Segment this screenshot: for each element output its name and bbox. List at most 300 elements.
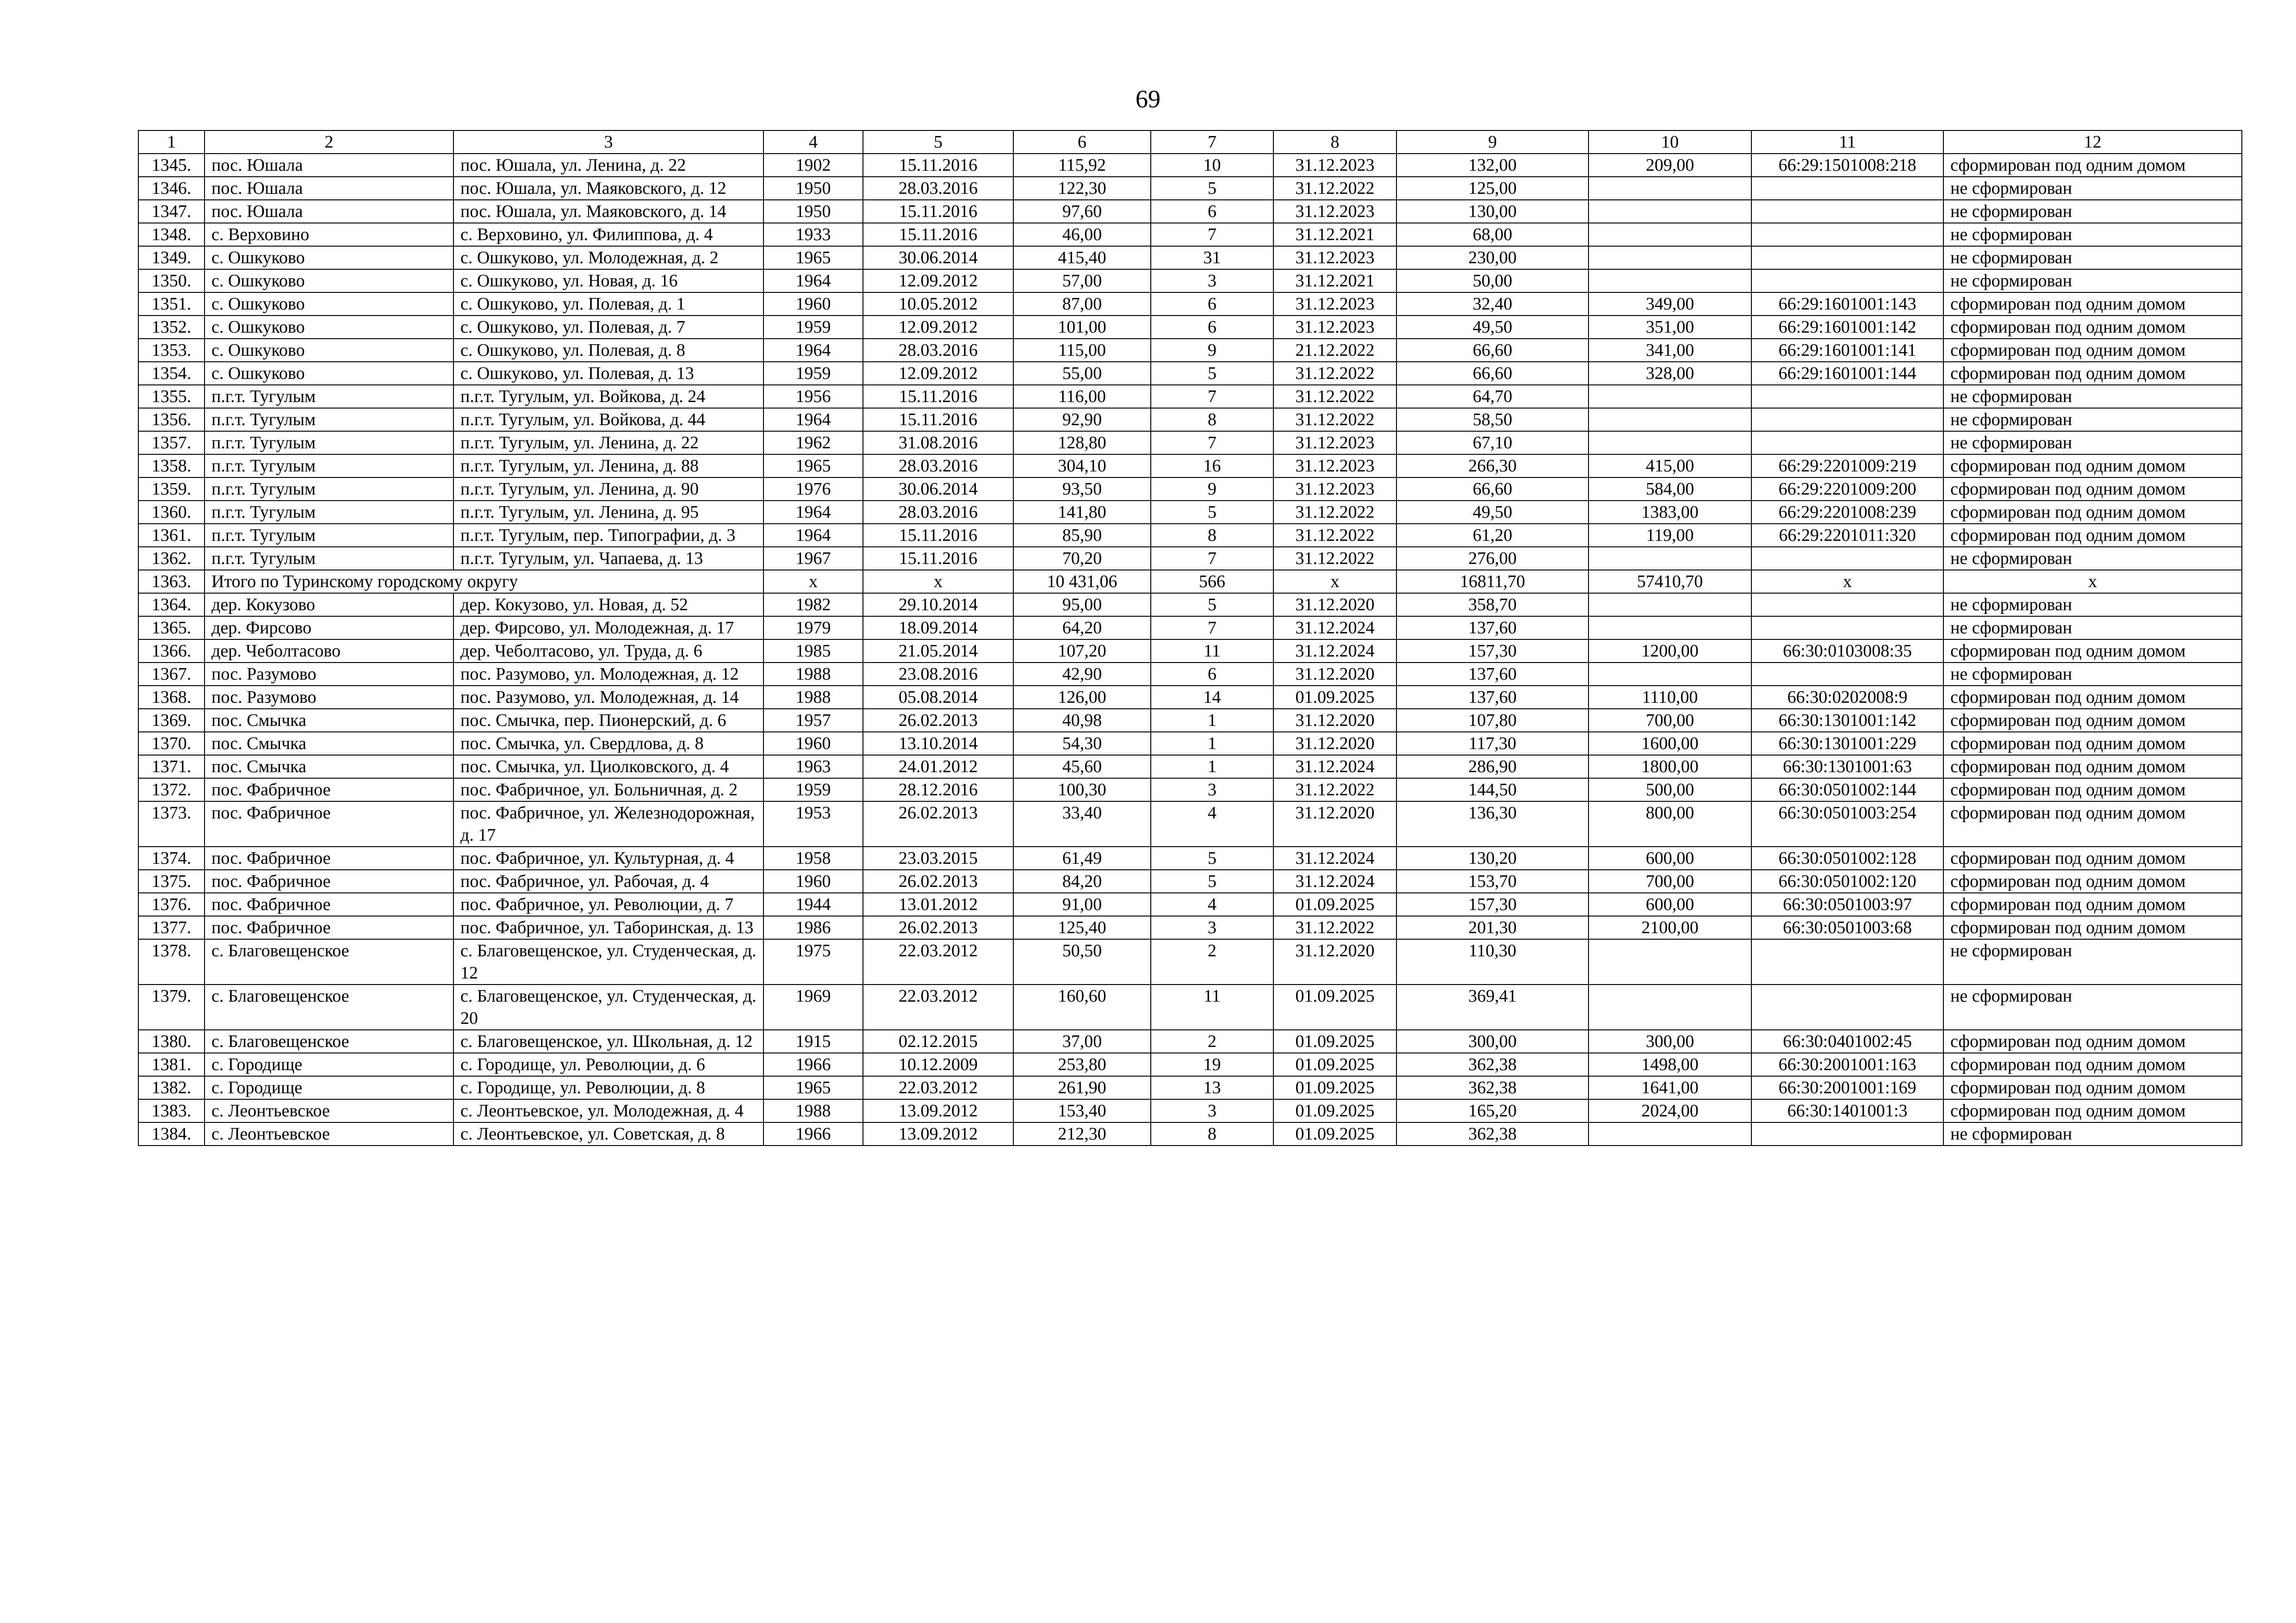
table-cell: 92,90: [1013, 408, 1151, 431]
table-cell: 137,60: [1396, 663, 1589, 686]
table-cell: 26.02.2013: [863, 709, 1013, 732]
table-cell: 19: [1151, 1053, 1273, 1076]
table-row: [138, 477, 2242, 501]
table-cell: пос. Фабричное, ул. Рабочая, д. 4: [453, 870, 763, 893]
table-cell: сформирован под одним домом: [1943, 639, 2242, 663]
table-row: [138, 339, 2242, 362]
table-cell: 1200,00: [1589, 639, 1751, 663]
table-cell: 49,50: [1396, 501, 1589, 524]
table-cell: [1751, 431, 1943, 454]
table-cell: пос. Фабричное, ул. Больничная, д. 2: [453, 778, 763, 801]
table-cell: [1589, 200, 1751, 223]
column-header: 9: [1396, 130, 1589, 154]
table-cell: не сформирован: [1943, 385, 2242, 408]
table-cell: 5: [1151, 870, 1273, 893]
table-cell: 209,00: [1589, 154, 1751, 177]
table-cell: 22.03.2012: [863, 985, 1013, 1030]
table-cell: 130,20: [1396, 847, 1589, 870]
table-cell: 6: [1151, 316, 1273, 339]
table-cell: не сформирован: [1943, 269, 2242, 292]
table-cell: пос. Юшала, ул. Маяковского, д. 14: [453, 200, 763, 223]
table-cell: [1589, 246, 1751, 269]
table-row: [138, 616, 2242, 639]
table-cell: 1950: [763, 200, 863, 223]
table-cell: 31.12.2023: [1273, 200, 1396, 223]
table-row: [138, 778, 2242, 801]
table-cell: 6: [1151, 292, 1273, 316]
table-cell: 1902: [763, 154, 863, 177]
table-cell: дер. Фирсово: [205, 616, 453, 639]
table-cell: с. Ошкуково: [205, 292, 453, 316]
table-cell: 1964: [763, 524, 863, 547]
table-cell: 2100,00: [1589, 916, 1751, 939]
column-header: 5: [863, 130, 1013, 154]
table-cell: 1933: [763, 223, 863, 246]
table-cell: 584,00: [1589, 477, 1751, 501]
table-cell: 13.09.2012: [863, 1122, 1013, 1146]
table-cell: 66:30:2001001:169: [1751, 1076, 1943, 1099]
table-row: [138, 154, 2242, 177]
table-cell: [1589, 939, 1751, 985]
table-cell: 1378.: [138, 939, 205, 985]
table-cell: 66:29:1501008:218: [1751, 154, 1943, 177]
table-cell: с. Ошкуково: [205, 316, 453, 339]
table-cell: 1374.: [138, 847, 205, 870]
table-cell: 230,00: [1396, 246, 1589, 269]
table-cell: пос. Смычка, ул. Свердлова, д. 8: [453, 732, 763, 755]
table-cell: 84,20: [1013, 870, 1151, 893]
table-cell: 7: [1151, 223, 1273, 246]
table-cell: 28.03.2016: [863, 501, 1013, 524]
table-cell: сформирован под одним домом: [1943, 732, 2242, 755]
table-cell: 01.09.2025: [1273, 1122, 1396, 1146]
table-cell: пос. Фабричное: [205, 916, 453, 939]
table-cell: х: [863, 570, 1013, 593]
table-cell: сформирован под одним домом: [1943, 801, 2242, 847]
table-cell: 01.09.2025: [1273, 1053, 1396, 1076]
table-cell: 1379.: [138, 985, 205, 1030]
table-cell: 01.09.2025: [1273, 686, 1396, 709]
table-cell: пос. Фабричное, ул. Железнодорожная, д. 17: [453, 801, 763, 847]
table-cell: 9: [1151, 477, 1273, 501]
table-cell: 362,38: [1396, 1053, 1589, 1076]
table-cell: 328,00: [1589, 362, 1751, 385]
table-cell: 21.12.2022: [1273, 339, 1396, 362]
table-cell: сформирован под одним домом: [1943, 1099, 2242, 1122]
column-header: 3: [453, 130, 763, 154]
table-cell: пос. Разумово, ул. Молодежная, д. 14: [453, 686, 763, 709]
column-number-header-row: [138, 130, 2242, 154]
table-cell: 1944: [763, 893, 863, 916]
table-cell: [1751, 246, 1943, 269]
table-cell: 1355.: [138, 385, 205, 408]
table-cell: 31.12.2024: [1273, 847, 1396, 870]
table-cell: 1345.: [138, 154, 205, 177]
table-row: [138, 663, 2242, 686]
table-cell: 31.12.2022: [1273, 408, 1396, 431]
table-cell: 70,20: [1013, 547, 1151, 570]
table-cell: 9: [1151, 339, 1273, 362]
table-cell: 11: [1151, 639, 1273, 663]
table-cell: 1957: [763, 709, 863, 732]
table-cell: 2024,00: [1589, 1099, 1751, 1122]
table-row: [138, 847, 2242, 870]
table-body: [138, 154, 2242, 1146]
table-cell: 1384.: [138, 1122, 205, 1146]
table-cell: сформирован под одним домом: [1943, 292, 2242, 316]
table-cell: пос. Фабричное: [205, 847, 453, 870]
table-cell: 566: [1151, 570, 1273, 593]
table-cell: 1960: [763, 292, 863, 316]
table-cell: 1110,00: [1589, 686, 1751, 709]
table-cell: не сформирован: [1943, 593, 2242, 616]
table-cell: 1969: [763, 985, 863, 1030]
table-cell: 67,10: [1396, 431, 1589, 454]
table-cell: 66:29:2201011:320: [1751, 524, 1943, 547]
table-cell: п.г.т. Тугулым: [205, 454, 453, 477]
table-row: [138, 269, 2242, 292]
table-cell: 10: [1151, 154, 1273, 177]
table-row: [138, 524, 2242, 547]
table-cell: не сформирован: [1943, 246, 2242, 269]
table-cell: [1589, 616, 1751, 639]
table-cell: с. Ошкуково: [205, 246, 453, 269]
table-cell: пос. Смычка: [205, 732, 453, 755]
table-cell: 1915: [763, 1030, 863, 1053]
table-cell: сформирован под одним домом: [1943, 870, 2242, 893]
table-cell: пос. Смычка: [205, 755, 453, 778]
table-cell: 132,00: [1396, 154, 1589, 177]
table-cell: [1751, 408, 1943, 431]
table-cell: п.г.т. Тугулым, ул. Войкова, д. 44: [453, 408, 763, 431]
table-cell: 01.09.2025: [1273, 1030, 1396, 1053]
table-cell: 115,00: [1013, 339, 1151, 362]
table-cell: с. Благовещенское: [205, 1030, 453, 1053]
table-cell: 02.12.2015: [863, 1030, 1013, 1053]
table-cell: 23.03.2015: [863, 847, 1013, 870]
table-cell: 1988: [763, 663, 863, 686]
table-cell: 349,00: [1589, 292, 1751, 316]
table-cell: 55,00: [1013, 362, 1151, 385]
table-cell: п.г.т. Тугулым: [205, 408, 453, 431]
table-cell: с. Городище, ул. Революции, д. 8: [453, 1076, 763, 1099]
table-cell: 1364.: [138, 593, 205, 616]
table-cell: [1589, 593, 1751, 616]
table-cell: 16811,70: [1396, 570, 1589, 593]
table-cell: 1361.: [138, 524, 205, 547]
table-cell: 100,30: [1013, 778, 1151, 801]
table-cell: 119,00: [1589, 524, 1751, 547]
table-cell: 6: [1151, 663, 1273, 686]
table-cell: пос. Фабричное, ул. Культурная, д. 4: [453, 847, 763, 870]
table-cell: 66:30:0501002:144: [1751, 778, 1943, 801]
table-cell: [1589, 269, 1751, 292]
table-cell: 300,00: [1396, 1030, 1589, 1053]
table-row: [138, 709, 2242, 732]
table-cell: п.г.т. Тугулым, ул. Войкова, д. 24: [453, 385, 763, 408]
table-cell: 1: [1151, 755, 1273, 778]
table-cell: сформирован под одним домом: [1943, 755, 2242, 778]
table-cell: [1751, 177, 1943, 200]
table-cell: 66:30:0401002:45: [1751, 1030, 1943, 1053]
table-cell: п.г.т. Тугулым, пер. Типографии, д. 3: [453, 524, 763, 547]
table-cell: сформирован под одним домом: [1943, 316, 2242, 339]
table-cell: 1377.: [138, 916, 205, 939]
table-cell: 1985: [763, 639, 863, 663]
table-cell: с. Ошкуково, ул. Полевая, д. 8: [453, 339, 763, 362]
table-cell: 1959: [763, 362, 863, 385]
table-cell: 128,80: [1013, 431, 1151, 454]
table-cell: с. Ошкуково, ул. Молодежная, д. 2: [453, 246, 763, 269]
table-cell: с. Леонтьевское, ул. Молодежная, д. 4: [453, 1099, 763, 1122]
table-cell: пос. Юшала, ул. Маяковского, д. 12: [453, 177, 763, 200]
table-cell: 115,92: [1013, 154, 1151, 177]
table-cell: 15.11.2016: [863, 524, 1013, 547]
table-cell: 15.11.2016: [863, 547, 1013, 570]
table-cell: 1366.: [138, 639, 205, 663]
table-cell: 31.12.2023: [1273, 292, 1396, 316]
table-cell: не сформирован: [1943, 663, 2242, 686]
table-cell: пос. Фабричное: [205, 893, 453, 916]
table-cell: 12.09.2012: [863, 316, 1013, 339]
table-cell: пос. Смычка, ул. Циолковского, д. 4: [453, 755, 763, 778]
table-cell: дер. Чеболтасово, ул. Труда, д. 6: [453, 639, 763, 663]
table-cell: [1589, 177, 1751, 200]
table-cell: пос. Юшала: [205, 154, 453, 177]
table-cell: 66:29:1601001:141: [1751, 339, 1943, 362]
table-cell: 6: [1151, 200, 1273, 223]
table-row: [138, 593, 2242, 616]
table-cell: 1371.: [138, 755, 205, 778]
table-cell: 31.12.2020: [1273, 709, 1396, 732]
table-cell: 160,60: [1013, 985, 1151, 1030]
table-cell: 8: [1151, 1122, 1273, 1146]
table-cell: с. Благовещенское, ул. Школьная, д. 12: [453, 1030, 763, 1053]
table-cell: 66:30:1401001:3: [1751, 1099, 1943, 1122]
table-cell: 116,00: [1013, 385, 1151, 408]
table-cell: 1962: [763, 431, 863, 454]
table-cell: 1369.: [138, 709, 205, 732]
table-cell: с. Ошкуково: [205, 362, 453, 385]
table-cell: 1: [1151, 732, 1273, 755]
table-row: [138, 362, 2242, 385]
table-cell: [1751, 616, 1943, 639]
table-cell: 125,00: [1396, 177, 1589, 200]
table-cell: 66:29:2201009:200: [1751, 477, 1943, 501]
table-cell: сформирован под одним домом: [1943, 893, 2242, 916]
table-cell: 97,60: [1013, 200, 1151, 223]
table-cell: 1382.: [138, 1076, 205, 1099]
table-cell: п.г.т. Тугулым, ул. Ленина, д. 88: [453, 454, 763, 477]
table-cell: дер. Кокузово, ул. Новая, д. 52: [453, 593, 763, 616]
table-cell: 28.03.2016: [863, 177, 1013, 200]
table-cell: х: [763, 570, 863, 593]
table-cell: с. Благовещенское: [205, 939, 453, 985]
table-cell: пос. Смычка, пер. Пионерский, д. 6: [453, 709, 763, 732]
table-cell: 61,20: [1396, 524, 1589, 547]
table-cell: 26.02.2013: [863, 916, 1013, 939]
table-cell: 93,50: [1013, 477, 1151, 501]
table-cell: пос. Смычка: [205, 709, 453, 732]
table-cell: 1350.: [138, 269, 205, 292]
table-cell: 1959: [763, 316, 863, 339]
table-cell: 50,50: [1013, 939, 1151, 985]
table-cell: 10.12.2009: [863, 1053, 1013, 1076]
table-cell: 31.12.2023: [1273, 431, 1396, 454]
table-cell: пос. Фабричное: [205, 778, 453, 801]
table-cell: 24.01.2012: [863, 755, 1013, 778]
table-cell: п.г.т. Тугулым: [205, 501, 453, 524]
table-cell: 1: [1151, 709, 1273, 732]
table-row: [138, 547, 2242, 570]
column-header: 11: [1751, 130, 1943, 154]
table-cell: 1352.: [138, 316, 205, 339]
table-cell: 1358.: [138, 454, 205, 477]
table-cell: с. Городище: [205, 1053, 453, 1076]
table-cell: сформирован под одним домом: [1943, 686, 2242, 709]
table-row: [138, 454, 2242, 477]
table-row: [138, 1030, 2242, 1053]
table-cell: 85,90: [1013, 524, 1151, 547]
table-cell: 31.12.2024: [1273, 639, 1396, 663]
table-cell: 28.12.2016: [863, 778, 1013, 801]
table-cell: 1347.: [138, 200, 205, 223]
table-cell: 1988: [763, 1099, 863, 1122]
table-cell: 30.06.2014: [863, 477, 1013, 501]
table-cell: 126,00: [1013, 686, 1151, 709]
table-cell: 26.02.2013: [863, 801, 1013, 847]
column-header: 8: [1273, 130, 1396, 154]
table-cell: пос. Юшала: [205, 200, 453, 223]
table-cell: п.г.т. Тугулым: [205, 385, 453, 408]
table-cell: 1964: [763, 269, 863, 292]
table-cell: 137,60: [1396, 616, 1589, 639]
page-number: 69: [1136, 85, 1160, 113]
table-cell: 1359.: [138, 477, 205, 501]
table-cell: с. Благовещенское: [205, 985, 453, 1030]
table-cell: [1751, 593, 1943, 616]
table-cell: 1965: [763, 1076, 863, 1099]
table-cell: не сформирован: [1943, 616, 2242, 639]
table-cell: п.г.т. Тугулым: [205, 477, 453, 501]
table-cell: 1346.: [138, 177, 205, 200]
table-cell: 157,30: [1396, 639, 1589, 663]
table-cell: 01.09.2025: [1273, 985, 1396, 1030]
table-cell: 5: [1151, 362, 1273, 385]
table-cell: пос. Фабричное: [205, 801, 453, 847]
table-row: [138, 870, 2242, 893]
table-cell: 31.12.2022: [1273, 501, 1396, 524]
table-row: [138, 246, 2242, 269]
table-cell: с. Леонтьевское: [205, 1099, 453, 1122]
table-cell: 15.11.2016: [863, 223, 1013, 246]
table-cell: х: [1943, 570, 2242, 593]
table-cell: 253,80: [1013, 1053, 1151, 1076]
table-row: [138, 292, 2242, 316]
table-cell: сформирован под одним домом: [1943, 154, 2242, 177]
table-cell: 31.12.2022: [1273, 916, 1396, 939]
table-cell: 7: [1151, 431, 1273, 454]
table-cell: 31.12.2022: [1273, 778, 1396, 801]
column-header: 4: [763, 130, 863, 154]
table-cell: сформирован под одним домом: [1943, 501, 2242, 524]
table-cell: 4: [1151, 801, 1273, 847]
table-cell: 66:30:0202008:9: [1751, 686, 1943, 709]
table-cell: не сформирован: [1943, 200, 2242, 223]
table-cell: 95,00: [1013, 593, 1151, 616]
table-cell: 1975: [763, 939, 863, 985]
table-cell: 31.12.2022: [1273, 362, 1396, 385]
table-cell: 66:29:1601001:142: [1751, 316, 1943, 339]
table-cell: 26.02.2013: [863, 870, 1013, 893]
table-cell: с. Ошкуково, ул. Полевая, д. 7: [453, 316, 763, 339]
table-cell: 31.12.2021: [1273, 223, 1396, 246]
table-cell: 66:30:0501002:128: [1751, 847, 1943, 870]
table-cell: 362,38: [1396, 1076, 1589, 1099]
table-cell: 49,50: [1396, 316, 1589, 339]
table-cell: 45,60: [1013, 755, 1151, 778]
table-cell: пос. Фабричное, ул. Таборинская, д. 13: [453, 916, 763, 939]
table-cell: 32,40: [1396, 292, 1589, 316]
table-cell: 66:29:2201008:239: [1751, 501, 1943, 524]
table-cell: 1965: [763, 454, 863, 477]
table-cell: 15.11.2016: [863, 154, 1013, 177]
table-cell: 7: [1151, 616, 1273, 639]
table-cell: с. Городище: [205, 1076, 453, 1099]
table-cell: сформирован под одним домом: [1943, 1053, 2242, 1076]
table-cell: [1589, 985, 1751, 1030]
column-header: 10: [1589, 130, 1751, 154]
table-cell: 1960: [763, 870, 863, 893]
table-cell: 31.12.2020: [1273, 732, 1396, 755]
table-row: [138, 177, 2242, 200]
table-cell: 266,30: [1396, 454, 1589, 477]
table-cell: 12.09.2012: [863, 362, 1013, 385]
table-cell: дер. Чеболтасово: [205, 639, 453, 663]
table-cell: 66:30:0501003:68: [1751, 916, 1943, 939]
table-cell: сформирован под одним домом: [1943, 847, 2242, 870]
table-cell: сформирован под одним домом: [1943, 362, 2242, 385]
table-cell: пос. Юшала, ул. Ленина, д. 22: [453, 154, 763, 177]
table-cell: 13.01.2012: [863, 893, 1013, 916]
table-cell: 05.08.2014: [863, 686, 1013, 709]
table-cell: 15.11.2016: [863, 385, 1013, 408]
table-cell: 1383,00: [1589, 501, 1751, 524]
table-cell: 31.12.2023: [1273, 154, 1396, 177]
table-cell: 117,30: [1396, 732, 1589, 755]
table-cell: 1988: [763, 686, 863, 709]
table-cell: 107,80: [1396, 709, 1589, 732]
table-cell: 136,30: [1396, 801, 1589, 847]
table-cell: 15.11.2016: [863, 408, 1013, 431]
table-cell: сформирован под одним домом: [1943, 916, 2242, 939]
table-cell: 31.12.2021: [1273, 269, 1396, 292]
table-cell: 141,80: [1013, 501, 1151, 524]
table-cell: 286,90: [1396, 755, 1589, 778]
table-cell: 66:29:1601001:143: [1751, 292, 1943, 316]
table-cell: 31.08.2016: [863, 431, 1013, 454]
table-cell: 415,00: [1589, 454, 1751, 477]
table-cell: 600,00: [1589, 893, 1751, 916]
table-cell: 4: [1151, 893, 1273, 916]
table-cell: 1982: [763, 593, 863, 616]
table-cell: п.г.т. Тугулым: [205, 431, 453, 454]
table-cell: п.г.т. Тугулым, ул. Ленина, д. 95: [453, 501, 763, 524]
total-row: [138, 570, 2242, 593]
table-cell: 1376.: [138, 893, 205, 916]
table-cell: 10.05.2012: [863, 292, 1013, 316]
table-cell: 1370.: [138, 732, 205, 755]
